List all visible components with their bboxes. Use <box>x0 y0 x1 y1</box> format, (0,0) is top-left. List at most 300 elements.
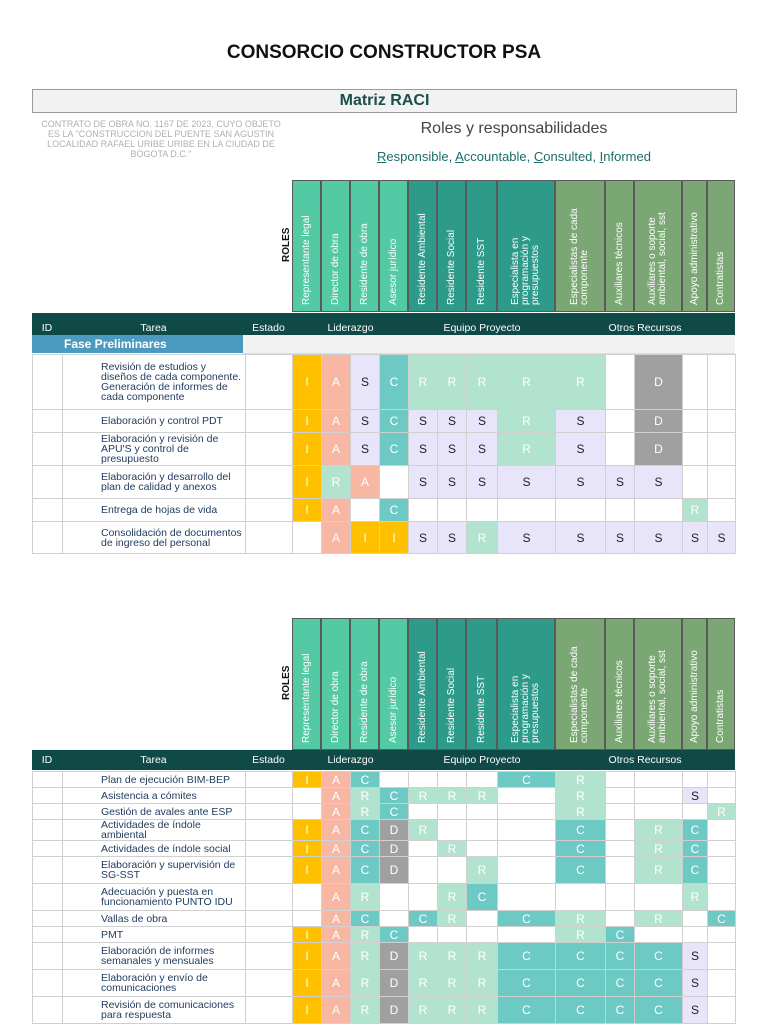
role-header <box>466 180 497 312</box>
raci-cell: R <box>683 499 708 522</box>
row-id <box>33 466 63 499</box>
raci-cell <box>606 884 635 911</box>
raci-cell <box>498 804 556 820</box>
raci-cell: I <box>293 410 322 433</box>
raci-cell: R <box>438 911 467 927</box>
row-id <box>33 997 63 1024</box>
raci-cell: R <box>351 927 380 943</box>
raci-cell: A <box>322 927 351 943</box>
task-name: Elaboración y desarrollo del plan de calidad y anexos <box>63 466 246 499</box>
raci-cell <box>708 943 736 970</box>
raci-cell: I <box>293 997 322 1024</box>
raci-cell: D <box>380 970 409 997</box>
task-status <box>246 997 293 1024</box>
raci-cell: S <box>683 788 708 804</box>
role-name: Director de obra <box>329 233 341 305</box>
task-status <box>246 788 293 804</box>
raci-cell <box>498 927 556 943</box>
table-row <box>33 911 736 927</box>
raci-cell: R <box>438 970 467 997</box>
role-name: Representante legal <box>300 653 312 743</box>
raci-cell: I <box>293 820 322 841</box>
raci-cell: C <box>380 499 409 522</box>
raci-cell: R <box>498 410 556 433</box>
raci-cell <box>606 499 635 522</box>
raci-cell: S <box>409 522 438 554</box>
task-status <box>246 841 293 857</box>
raci-cell: D <box>635 433 683 466</box>
roles-title: Roles y responsabilidades <box>420 120 608 137</box>
raci-cell: I <box>293 499 322 522</box>
raci-cell <box>467 499 498 522</box>
raci-cell: D <box>380 857 409 884</box>
raci-cell: C <box>380 804 409 820</box>
raci-cell: I <box>293 433 322 466</box>
raci-cell: C <box>635 970 683 997</box>
raci-cell: I <box>293 772 322 788</box>
raci-cell: C <box>556 857 606 884</box>
task-name: Elaboración y control PDT <box>63 410 246 433</box>
raci-cell <box>293 884 322 911</box>
raci-cell: A <box>322 772 351 788</box>
table-row <box>33 927 736 943</box>
raci-cell <box>683 927 708 943</box>
raci-cell: A <box>322 841 351 857</box>
raci-cell <box>409 841 438 857</box>
role-header <box>466 618 497 750</box>
raci-cell <box>708 997 736 1024</box>
raci-cell: C <box>635 943 683 970</box>
task-name: Elaboración de informes semanales y mensuales <box>63 943 246 970</box>
role-header <box>350 180 379 312</box>
raci-cell: R <box>556 911 606 927</box>
raci-cell: R <box>409 943 438 970</box>
role-header <box>634 180 682 312</box>
table-row <box>33 970 736 997</box>
role-header <box>497 180 555 312</box>
role-header <box>350 618 379 750</box>
raci-cell: S <box>683 970 708 997</box>
raci-cell <box>467 911 498 927</box>
raci-cell <box>498 841 556 857</box>
raci-cell: I <box>293 857 322 884</box>
raci-cell <box>683 466 708 499</box>
task-status <box>246 522 293 554</box>
raci-cell: A <box>322 355 351 410</box>
raci-cell: C <box>380 433 409 466</box>
raci-cell: R <box>467 522 498 554</box>
raci-cell: A <box>322 410 351 433</box>
row-id <box>33 857 63 884</box>
raci-cell <box>438 857 467 884</box>
raci-cell: A <box>322 499 351 522</box>
task-name: Consolidación de documentos de ingreso del personal <box>63 522 246 554</box>
table-row <box>33 804 736 820</box>
task-status <box>246 433 293 466</box>
row-id <box>33 804 63 820</box>
raci-cell <box>380 466 409 499</box>
header-project-team: Equipo Proyecto <box>409 313 555 343</box>
role-header <box>605 618 634 750</box>
header-status: Estado <box>245 313 292 343</box>
raci-cell: R <box>556 804 606 820</box>
raci-cell <box>606 355 635 410</box>
row-id <box>33 943 63 970</box>
roles-label: ROLES <box>281 665 292 700</box>
header-task: Tarea <box>62 750 245 770</box>
raci-cell: A <box>322 997 351 1024</box>
raci-cell <box>683 804 708 820</box>
raci-cell: A <box>322 804 351 820</box>
table-row <box>33 857 736 884</box>
raci-cell: S <box>498 466 556 499</box>
task-status <box>246 355 293 410</box>
raci-cell: S <box>606 522 635 554</box>
raci-cell: C <box>498 943 556 970</box>
role-name: Auxiliares técnicos <box>613 660 625 743</box>
row-id <box>33 911 63 927</box>
raci-cell <box>409 804 438 820</box>
raci-cell <box>708 820 736 841</box>
raci-cell <box>708 788 736 804</box>
raci-cell: D <box>635 410 683 433</box>
table-row <box>33 788 736 804</box>
raci-cell: C <box>556 997 606 1024</box>
raci-cell <box>498 499 556 522</box>
raci-cell <box>683 433 708 466</box>
raci-cell: S <box>683 997 708 1024</box>
raci-cell: S <box>467 410 498 433</box>
raci-cell: R <box>351 943 380 970</box>
role-name: Auxiliares o soporte ambiental, social, sst <box>647 212 668 305</box>
raci-cell: I <box>293 841 322 857</box>
raci-cell <box>467 841 498 857</box>
task-status <box>246 772 293 788</box>
raci-cell <box>606 857 635 884</box>
raci-cell: S <box>351 433 380 466</box>
role-name: Residente Social <box>445 667 457 743</box>
raci-cell <box>556 499 606 522</box>
table-header-2 <box>32 750 735 770</box>
table-row <box>33 841 736 857</box>
row-id <box>33 433 63 466</box>
row-id <box>33 410 63 433</box>
task-status <box>246 499 293 522</box>
role-name: Especialistas de cada componente <box>569 208 590 305</box>
role-header <box>437 618 466 750</box>
raci-cell: R <box>438 355 467 410</box>
raci-cell: A <box>322 820 351 841</box>
role-header <box>555 618 605 750</box>
raci-cell <box>606 841 635 857</box>
raci-cell: R <box>556 927 606 943</box>
raci-cell: C <box>606 943 635 970</box>
raci-cell: C <box>498 772 556 788</box>
raci-cell: I <box>351 522 380 554</box>
raci-cell: R <box>409 820 438 841</box>
raci-cell <box>683 911 708 927</box>
role-header <box>292 180 321 312</box>
raci-cell: C <box>708 911 736 927</box>
raci-cell: C <box>683 820 708 841</box>
raci-cell <box>380 772 409 788</box>
task-status <box>246 927 293 943</box>
role-name: Contratistas <box>715 251 726 305</box>
row-id <box>33 522 63 554</box>
task-status <box>246 943 293 970</box>
raci-cell: A <box>322 884 351 911</box>
raci-cell <box>380 884 409 911</box>
raci-cell: A <box>322 911 351 927</box>
raci-cell: C <box>380 927 409 943</box>
raci-cell: C <box>409 911 438 927</box>
raci-cell: I <box>380 522 409 554</box>
header-project-team: Equipo Proyecto <box>409 750 555 770</box>
role-header <box>408 180 437 312</box>
raci-cell: S <box>635 466 683 499</box>
role-header <box>321 180 350 312</box>
raci-cell: S <box>438 466 467 499</box>
raci-cell <box>683 410 708 433</box>
raci-cell <box>606 410 635 433</box>
task-name: Adecuación y puesta en funcionamiento PUNTO IDU <box>63 884 246 911</box>
table-row <box>33 943 736 970</box>
role-name: Residente de obra <box>358 661 370 743</box>
raci-cell: C <box>606 997 635 1024</box>
raci-cell: R <box>409 970 438 997</box>
raci-cell <box>635 927 683 943</box>
roles-label: ROLES <box>281 227 292 262</box>
raci-cell: C <box>498 911 556 927</box>
raci-cell: S <box>409 410 438 433</box>
raci-cell <box>438 499 467 522</box>
row-id <box>33 884 63 911</box>
raci-cell: S <box>438 410 467 433</box>
task-status <box>246 884 293 911</box>
header-leadership: Liderazgo <box>292 750 409 770</box>
task-name: Actividades de índole ambiental <box>63 820 246 841</box>
role-name: Director de obra <box>329 671 341 743</box>
raci-cell <box>708 772 736 788</box>
raci-cell <box>708 841 736 857</box>
role-name: Residente Ambiental <box>416 651 428 743</box>
raci-cell: R <box>708 804 736 820</box>
raci-cell <box>293 911 322 927</box>
role-name: Representante legal <box>300 215 312 305</box>
header-other-resources: Otros Recursos <box>555 313 735 343</box>
raci-cell: R <box>683 884 708 911</box>
raci-cell <box>438 927 467 943</box>
raci-cell: S <box>351 410 380 433</box>
phase-row-fill <box>243 335 735 354</box>
raci-cell: A <box>322 788 351 804</box>
raci-cell: S <box>438 522 467 554</box>
task-name: Plan de ejecución BIM-BEP <box>63 772 246 788</box>
table-row <box>33 522 736 554</box>
raci-cell <box>708 927 736 943</box>
header-status: Estado <box>245 750 292 770</box>
raci-cell <box>467 772 498 788</box>
raci-cell: C <box>498 970 556 997</box>
raci-cell: S <box>635 522 683 554</box>
raci-cell: A <box>322 522 351 554</box>
raci-cell <box>438 820 467 841</box>
raci-cell <box>467 820 498 841</box>
raci-cell <box>409 857 438 884</box>
raci-cell <box>498 884 556 911</box>
raci-cell: I <box>293 466 322 499</box>
raci-cell: C <box>351 772 380 788</box>
table-row <box>33 433 736 466</box>
raci-cell: C <box>380 355 409 410</box>
raci-cell <box>606 788 635 804</box>
raci-cell: R <box>438 841 467 857</box>
row-id <box>33 355 63 410</box>
role-header <box>379 180 408 312</box>
role-name: Asesor jurídico <box>387 238 399 305</box>
raci-cell <box>438 772 467 788</box>
header-id: ID <box>32 750 62 770</box>
header-other-resources: Otros Recursos <box>555 750 735 770</box>
raci-cell: C <box>556 841 606 857</box>
raci-legend: Responsible, Accountable, Consulted, Informed <box>377 149 651 164</box>
raci-cell <box>467 927 498 943</box>
raci-cell: C <box>467 884 498 911</box>
raci-cell: R <box>467 970 498 997</box>
raci-cell <box>409 772 438 788</box>
raci-cell <box>293 804 322 820</box>
raci-cell: R <box>351 970 380 997</box>
task-name: Revisión de estudios y diseños de cada componente. Generación de informes de cada componente <box>63 355 246 410</box>
raci-cell <box>635 772 683 788</box>
raci-cell: R <box>409 355 438 410</box>
raci-cell <box>498 788 556 804</box>
table-row <box>33 466 736 499</box>
task-status <box>246 466 293 499</box>
task-name: Asistencia a cómites <box>63 788 246 804</box>
task-name: PMT <box>63 927 246 943</box>
raci-cell: R <box>351 997 380 1024</box>
raci-cell: R <box>467 788 498 804</box>
raci-cell <box>606 820 635 841</box>
raci-cell <box>635 788 683 804</box>
raci-cell: R <box>498 355 556 410</box>
task-status <box>246 857 293 884</box>
header-task: Tarea <box>62 313 245 343</box>
raci-cell: S <box>683 522 708 554</box>
role-name: Asesor jurídico <box>387 676 399 743</box>
raci-cell: C <box>606 970 635 997</box>
raci-cell: C <box>635 997 683 1024</box>
raci-cell: S <box>708 522 736 554</box>
raci-cell <box>606 433 635 466</box>
role-header <box>634 618 682 750</box>
raci-cell: D <box>380 841 409 857</box>
raci-cell: C <box>351 857 380 884</box>
table-row <box>33 410 736 433</box>
raci-cell <box>606 804 635 820</box>
raci-cell <box>409 927 438 943</box>
raci-cell: R <box>409 788 438 804</box>
raci-cell: S <box>606 466 635 499</box>
role-name: Contratistas <box>715 689 726 743</box>
role-header <box>408 618 437 750</box>
task-status <box>246 410 293 433</box>
raci-cell <box>606 911 635 927</box>
raci-cell: R <box>556 772 606 788</box>
raci-cell <box>409 884 438 911</box>
raci-cell: R <box>635 911 683 927</box>
raci-cell: D <box>380 943 409 970</box>
task-name: Entrega de hojas de vida <box>63 499 246 522</box>
raci-cell: A <box>351 466 380 499</box>
raci-cell <box>498 857 556 884</box>
row-id <box>33 772 63 788</box>
raci-cell: S <box>438 433 467 466</box>
raci-matrix-1 <box>32 354 736 554</box>
raci-cell: C <box>380 410 409 433</box>
row-id <box>33 788 63 804</box>
raci-cell: I <box>293 355 322 410</box>
raci-cell: R <box>467 857 498 884</box>
raci-cell: R <box>467 943 498 970</box>
header-id: ID <box>32 313 62 343</box>
raci-cell: R <box>467 997 498 1024</box>
raci-cell <box>708 410 736 433</box>
role-name: Residente Social <box>445 229 457 305</box>
raci-cell: R <box>635 857 683 884</box>
role-name: Especialista en programación y presupuestos <box>510 674 541 743</box>
task-name: Elaboración y envío de comunicaciones <box>63 970 246 997</box>
header-leadership: Liderazgo <box>292 313 409 343</box>
raci-cell: R <box>635 841 683 857</box>
raci-cell <box>708 499 736 522</box>
task-status <box>246 911 293 927</box>
row-id <box>33 841 63 857</box>
raci-cell <box>635 804 683 820</box>
raci-cell: C <box>351 841 380 857</box>
task-name: Elaboración y supervisión de SG-SST <box>63 857 246 884</box>
raci-cell <box>683 772 708 788</box>
raci-cell: R <box>322 466 351 499</box>
row-id <box>33 970 63 997</box>
table-row <box>33 820 736 841</box>
role-name: Especialistas de cada componente <box>569 646 590 743</box>
raci-cell: C <box>351 911 380 927</box>
raci-cell: R <box>438 884 467 911</box>
table-row <box>33 997 736 1024</box>
role-name: Residente SST <box>475 237 487 305</box>
role-name: Apoyo administrativo <box>688 212 700 305</box>
role-header <box>437 180 466 312</box>
raci-cell: C <box>683 841 708 857</box>
raci-cell <box>708 355 736 410</box>
task-status <box>246 970 293 997</box>
raci-cell: R <box>351 804 380 820</box>
table-row <box>33 499 736 522</box>
raci-cell: S <box>498 522 556 554</box>
role-name: Residente de obra <box>358 223 370 305</box>
raci-cell <box>380 911 409 927</box>
task-status <box>246 820 293 841</box>
task-name: Actividades de índole social <box>63 841 246 857</box>
raci-cell <box>293 522 322 554</box>
raci-cell: S <box>409 433 438 466</box>
raci-cell: D <box>380 820 409 841</box>
role-header <box>682 180 707 312</box>
raci-cell: S <box>467 466 498 499</box>
row-id <box>33 820 63 841</box>
